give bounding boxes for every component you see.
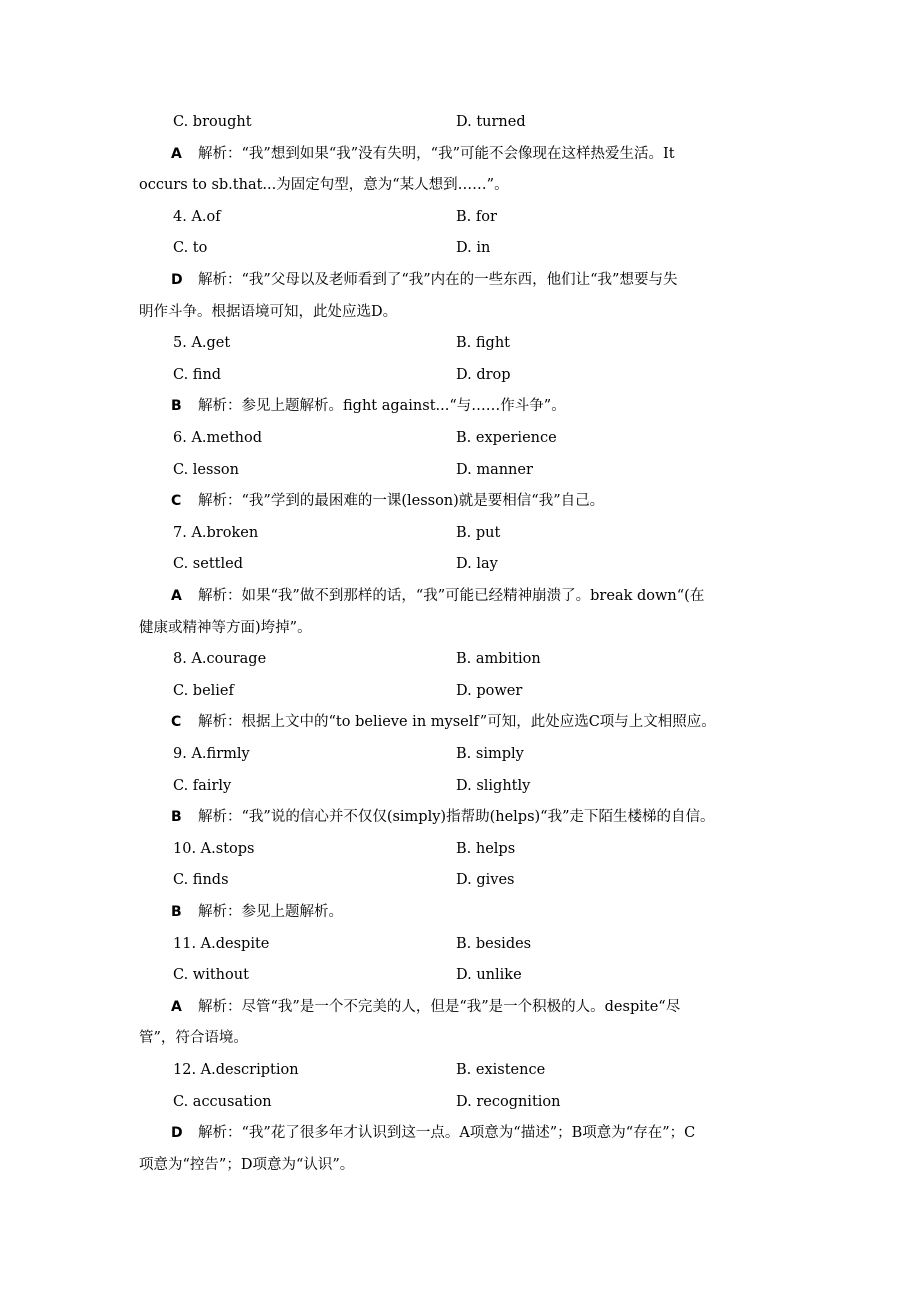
answer-explanation: 解析：根据上文中的“to believe in myself”可知，此处应选C项与上文相照应。 — [198, 714, 716, 731]
answer-explanation: 解析：参见上题解析。 — [198, 904, 343, 920]
option-left: 8. A.courage — [173, 651, 267, 668]
option-right: D. in — [456, 240, 491, 257]
option-row — [0, 774, 920, 798]
option-row — [0, 868, 920, 892]
answer-row — [0, 995, 920, 1019]
option-left: C. accusation — [173, 1093, 272, 1110]
answer-row — [0, 584, 920, 608]
answer-continuation-row — [0, 173, 920, 197]
option-row — [0, 552, 920, 576]
option-row — [0, 963, 920, 987]
option-right: D. gives — [456, 872, 515, 889]
option-row — [0, 205, 920, 229]
option-right: D. recognition — [456, 1093, 561, 1110]
option-left: 5. A.get — [173, 335, 231, 352]
answer-key: B — [171, 904, 182, 920]
option-row — [0, 363, 920, 387]
answer-explanation: 解析：“我”花了很多年才认识到这一点。A项意为“描述”；B项意为“存在”；C — [198, 1125, 696, 1142]
answer-continuation-row — [0, 300, 920, 324]
option-row — [0, 1058, 920, 1082]
option-row — [0, 932, 920, 956]
option-row — [0, 647, 920, 671]
answer-key: A — [171, 145, 182, 162]
answer-explanation: 解析：“我”父母以及老师看到了“我”内在的一些东西，他们让“我”想要与失 — [198, 272, 678, 288]
option-right: D. drop — [456, 366, 511, 383]
option-row — [0, 521, 920, 545]
option-left: C. finds — [173, 872, 229, 889]
option-left: 12. A.description — [173, 1062, 299, 1078]
answer-explanation-continued: 明作斗争。根据语境可知，此处应选D。 — [139, 303, 398, 320]
option-row — [0, 331, 920, 355]
option-row — [0, 1090, 920, 1114]
option-left: C. to — [173, 240, 208, 257]
answer-explanation: 解析：尽管“我”是一个不完美的人，但是“我”是一个积极的人。despite“尽 — [198, 998, 681, 1015]
answer-continuation-row — [0, 1153, 920, 1177]
answer-row — [0, 394, 920, 418]
answer-row — [0, 805, 920, 829]
answer-explanation-continued: 项意为“控告”；D项意为“认识”。 — [139, 1156, 355, 1173]
answer-explanation-continued: occurs to sb.that...为固定句型，意为“某人想到……”。 — [139, 177, 509, 194]
answer-key: D — [171, 1125, 183, 1142]
option-right: D. lay — [456, 556, 498, 573]
option-right: B. ambition — [456, 651, 541, 668]
answer-key: A — [171, 588, 182, 604]
option-left: 6. A.method — [173, 430, 263, 446]
answer-explanation-continued: 管”，符合语境。 — [139, 1030, 248, 1047]
option-row — [0, 679, 920, 703]
answer-key: B — [171, 398, 182, 415]
option-right: B. for — [456, 208, 497, 225]
option-left: C. settled — [173, 556, 243, 573]
answer-key: A — [171, 998, 182, 1015]
option-right: B. experience — [456, 430, 557, 446]
option-left: C. without — [173, 967, 249, 984]
option-right: D. unlike — [456, 967, 522, 984]
answer-explanation: 解析：“我”说的信心并不仅仅(simply)指帮助(helps)“我”走下陌生楼梯的自信。 — [198, 809, 715, 826]
answer-explanation: 解析：“我”想到如果“我”没有失明，“我”可能不会像现在这样热爱生活。It — [198, 145, 675, 162]
option-right: B. fight — [456, 335, 510, 352]
answer-key: B — [171, 809, 182, 826]
option-row — [0, 236, 920, 260]
answer-continuation-row — [0, 1026, 920, 1050]
answer-row — [0, 710, 920, 734]
option-left: 7. A.broken — [173, 524, 259, 541]
option-left: C. belief — [173, 682, 234, 699]
option-right: B. put — [456, 524, 501, 541]
answer-explanation-continued: 健康或精神等方面)垮掉”。 — [139, 619, 312, 636]
option-left: 4. A.of — [173, 208, 221, 225]
option-row — [0, 742, 920, 766]
answer-explanation: 解析：如果“我”做不到那样的话，“我”可能已经精神崩溃了。break down“(在 — [198, 588, 705, 604]
option-left: 11. A.despite — [173, 935, 270, 952]
option-row — [0, 426, 920, 450]
answer-row — [0, 268, 920, 292]
option-right: D. slightly — [456, 777, 531, 794]
answer-row — [0, 900, 920, 924]
option-right: D. manner — [456, 461, 533, 478]
option-row — [0, 837, 920, 861]
option-left: C. brought — [173, 114, 252, 130]
answer-key: C — [171, 493, 182, 510]
answer-key: C — [171, 714, 182, 731]
option-row — [0, 110, 920, 134]
option-left: C. fairly — [173, 777, 232, 794]
option-right: B. existence — [456, 1062, 546, 1078]
answer-explanation: 解析：参见上题解析。fight against...“与……作斗争”。 — [198, 398, 566, 415]
option-right: B. helps — [456, 840, 516, 857]
option-row — [0, 458, 920, 482]
option-left: 10. A.stops — [173, 840, 255, 857]
option-left: C. lesson — [173, 461, 239, 478]
option-right: D. turned — [456, 114, 526, 130]
answer-continuation-row — [0, 616, 920, 640]
option-left: C. find — [173, 366, 222, 383]
option-right: B. simply — [456, 746, 524, 762]
answer-explanation: 解析：“我”学到的最困难的一课(lesson)就是要相信“我”自己。 — [198, 493, 605, 510]
answer-row — [0, 142, 920, 166]
option-right: B. besides — [456, 935, 532, 952]
answer-row — [0, 1121, 920, 1145]
option-left: 9. A.firmly — [173, 746, 250, 762]
answer-row — [0, 489, 920, 513]
option-right: D. power — [456, 682, 523, 699]
answer-key: D — [171, 272, 183, 288]
